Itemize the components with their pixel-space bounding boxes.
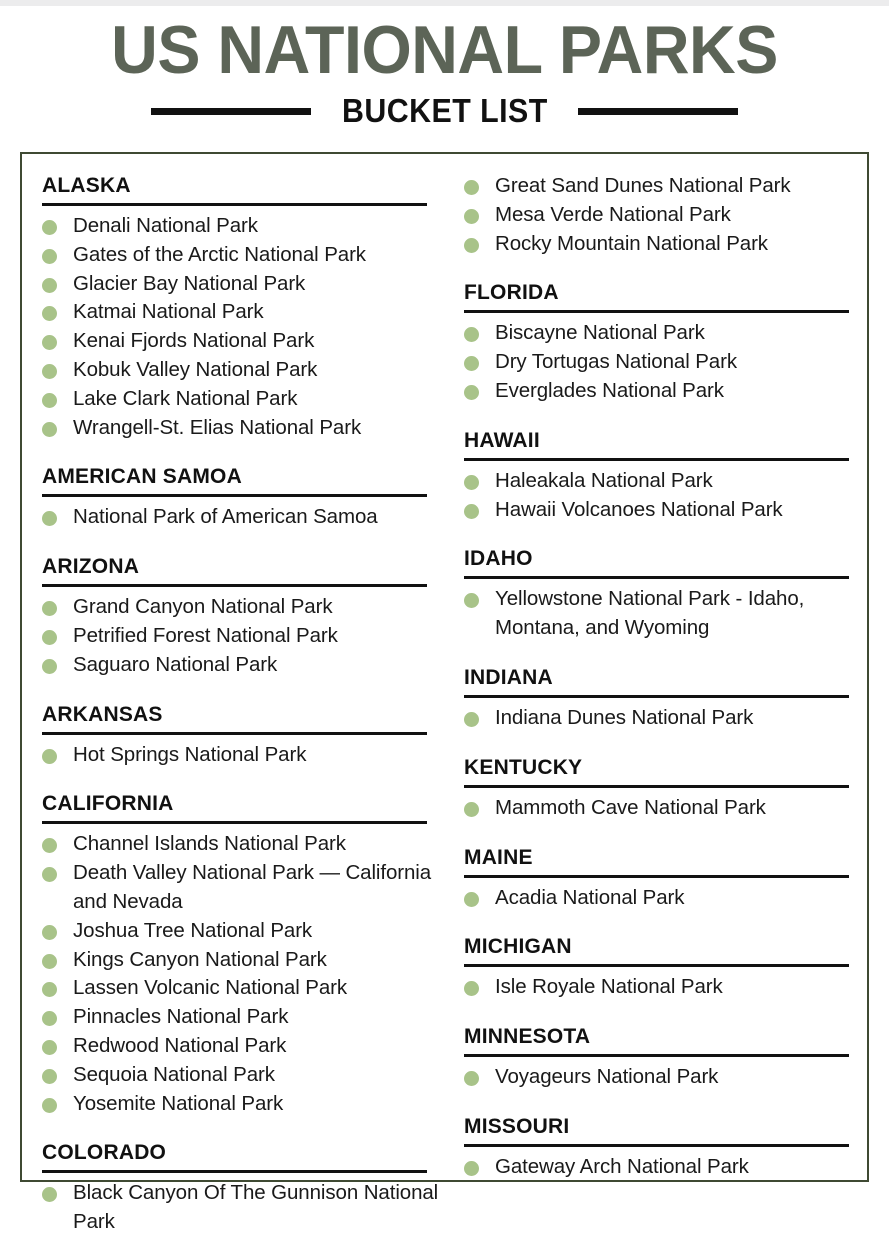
park-name: Indiana Dunes National Park xyxy=(495,705,754,729)
park-list-continued xyxy=(464,172,867,258)
park-list-item[interactable] xyxy=(464,585,867,643)
park-list-item[interactable] xyxy=(464,973,867,1002)
park-list xyxy=(464,884,867,913)
park-list xyxy=(42,503,446,532)
park-list xyxy=(464,1153,867,1182)
bullet-icon xyxy=(42,601,57,616)
bullet-icon xyxy=(464,892,479,907)
park-list xyxy=(464,585,867,643)
bullet-icon xyxy=(464,385,479,400)
bullet-icon xyxy=(42,1098,57,1113)
park-name: Hot Springs National Park xyxy=(73,742,307,766)
bullet-icon xyxy=(464,712,479,727)
state-section xyxy=(464,666,867,733)
park-list-item[interactable] xyxy=(464,704,867,733)
park-name: Everglades National Park xyxy=(495,378,724,402)
state-section xyxy=(464,935,867,1002)
park-name: Great Sand Dunes National Park xyxy=(495,174,791,197)
bullet-icon xyxy=(42,1040,57,1055)
park-list-item[interactable] xyxy=(464,348,867,377)
park-list-item[interactable] xyxy=(42,241,446,270)
park-name: Gates of the Arctic National Park xyxy=(73,242,366,266)
park-name: Redwood National Park xyxy=(73,1033,287,1057)
park-list-item[interactable] xyxy=(464,319,867,348)
park-list-item[interactable] xyxy=(464,1153,867,1182)
park-name: Kobuk Valley National Park xyxy=(73,357,318,381)
state-divider xyxy=(42,584,427,587)
park-name: Petrified Forest National Park xyxy=(73,623,338,647)
park-name: Grand Canyon National Park xyxy=(73,595,333,619)
park-list-item[interactable] xyxy=(42,859,446,917)
state-divider xyxy=(42,732,427,735)
park-name: Dry Tortugas National Park xyxy=(495,350,737,374)
park-name: Yosemite National Park xyxy=(73,1091,284,1115)
park-list-item[interactable] xyxy=(42,298,446,327)
state-divider xyxy=(464,1054,849,1057)
park-list-item[interactable] xyxy=(464,794,867,823)
bullet-icon xyxy=(42,925,57,940)
park-name: Biscayne National Park xyxy=(495,321,705,345)
park-list-item[interactable] xyxy=(42,1032,446,1061)
bullet-icon xyxy=(464,504,479,519)
park-name: Haleakala National Park xyxy=(495,468,713,492)
state-header: IDAHO xyxy=(464,547,533,571)
state-section xyxy=(42,555,446,679)
bullet-icon xyxy=(42,982,57,997)
state-section xyxy=(464,429,867,525)
bullet-icon xyxy=(42,1069,57,1084)
state-divider xyxy=(464,576,849,579)
park-list-item[interactable] xyxy=(42,946,446,975)
state-divider xyxy=(464,964,849,967)
park-list-item[interactable] xyxy=(464,230,867,259)
park-list-item[interactable] xyxy=(42,622,446,651)
bullet-icon xyxy=(42,749,57,764)
state-header: ALASKA xyxy=(42,174,131,197)
page-header xyxy=(0,6,889,146)
park-list-item[interactable] xyxy=(42,385,446,414)
bullet-icon xyxy=(42,306,57,321)
bullet-icon xyxy=(42,364,57,379)
park-list-item[interactable] xyxy=(464,884,867,913)
state-divider xyxy=(464,695,849,698)
state-section xyxy=(42,703,446,770)
bullet-icon xyxy=(42,1011,57,1026)
park-name: Acadia National Park xyxy=(495,885,685,909)
park-list-item[interactable] xyxy=(42,327,446,356)
state-divider xyxy=(464,875,849,878)
park-name: Death Valley National Park — California and Nevada xyxy=(73,861,432,913)
state-section xyxy=(464,756,867,823)
park-list-item[interactable] xyxy=(42,1179,446,1237)
park-name: Mammoth Cave National Park xyxy=(495,795,766,819)
park-list xyxy=(464,973,867,1002)
subtitle-rule-left xyxy=(151,108,311,115)
bullet-icon xyxy=(42,954,57,969)
park-list xyxy=(464,794,867,823)
list-columns xyxy=(22,154,867,1234)
park-name: Voyageurs National Park xyxy=(495,1065,719,1089)
park-list-item[interactable] xyxy=(42,1090,446,1119)
state-header: ARKANSAS xyxy=(42,702,163,726)
state-header: COLORADO xyxy=(42,1141,167,1165)
park-list-item[interactable] xyxy=(42,1061,446,1090)
bullet-icon xyxy=(464,327,479,342)
list-frame xyxy=(20,152,869,1234)
park-list-item[interactable] xyxy=(42,974,446,1003)
bullet-icon xyxy=(42,278,57,293)
park-list xyxy=(464,467,867,525)
state-header: FLORIDA xyxy=(464,281,559,305)
park-list-item[interactable] xyxy=(464,496,867,525)
state-divider xyxy=(464,1144,849,1147)
state-section xyxy=(464,1025,867,1092)
bullet-icon xyxy=(42,838,57,853)
park-list-item[interactable] xyxy=(42,593,446,622)
bullet-icon xyxy=(42,249,57,264)
park-list-item[interactable] xyxy=(464,467,867,496)
park-list-item[interactable] xyxy=(42,830,446,859)
park-name: Black Canyon Of The Gunnison National Park xyxy=(73,1181,439,1234)
park-list xyxy=(464,1063,867,1092)
state-header: INDIANA xyxy=(464,665,553,689)
bullet-icon xyxy=(42,630,57,645)
state-header: MINNESOTA xyxy=(464,1025,591,1049)
park-name: Saguaro National Park xyxy=(73,652,278,676)
state-header: CALIFORNIA xyxy=(42,792,174,816)
bullet-icon xyxy=(464,981,479,996)
park-list-item[interactable] xyxy=(42,651,446,680)
state-divider xyxy=(42,1170,427,1173)
bullet-icon xyxy=(464,356,479,371)
state-section xyxy=(42,792,446,1118)
state-header: ARIZONA xyxy=(42,555,140,579)
bullet-icon xyxy=(464,1071,479,1086)
page-subtitle: BUCKET LIST xyxy=(341,92,548,129)
state-section xyxy=(42,465,446,532)
bullet-icon xyxy=(42,335,57,350)
bullet-icon xyxy=(464,238,479,253)
state-header: MAINE xyxy=(464,845,533,869)
bullet-icon xyxy=(464,209,479,224)
state-section xyxy=(42,174,446,442)
state-divider xyxy=(464,458,849,461)
park-list xyxy=(42,830,446,1118)
park-name: Mesa Verde National Park xyxy=(495,202,731,226)
park-name: Pinnacles National Park xyxy=(73,1005,289,1029)
bullet-icon xyxy=(42,220,57,235)
park-name: Hawaii Volcanoes National Park xyxy=(495,497,783,521)
state-header: KENTUCKY xyxy=(464,755,583,779)
state-divider xyxy=(464,785,849,788)
state-divider xyxy=(42,821,427,824)
park-name: Wrangell-St. Elias National Park xyxy=(73,415,362,439)
state-section xyxy=(464,1115,867,1182)
park-list xyxy=(42,1179,446,1237)
bullet-icon xyxy=(464,180,479,195)
park-name: Kenai Fjords National Park xyxy=(73,329,315,353)
right-column xyxy=(446,154,867,1180)
park-name: Isle Royale National Park xyxy=(495,975,723,999)
park-list-item[interactable] xyxy=(42,1003,446,1032)
state-divider xyxy=(42,494,427,497)
subtitle-row xyxy=(0,94,889,128)
park-name: Katmai National Park xyxy=(73,300,264,324)
subtitle-rule-right xyxy=(578,108,738,115)
bullet-icon xyxy=(42,867,57,882)
park-list-item[interactable] xyxy=(42,917,446,946)
park-list-item[interactable] xyxy=(42,270,446,299)
bullet-icon xyxy=(42,659,57,674)
bullet-icon xyxy=(464,593,479,608)
bullet-icon xyxy=(42,1187,57,1202)
park-name: Yellowstone National Park - Idaho, Montana, and Wyoming xyxy=(495,587,805,640)
state-section xyxy=(464,846,867,913)
park-name: Lake Clark National Park xyxy=(73,386,298,410)
park-name: Denali National Park xyxy=(73,214,258,237)
park-list xyxy=(464,319,867,405)
bullet-icon xyxy=(464,1161,479,1176)
park-list-item[interactable] xyxy=(464,172,867,201)
park-name: Lassen Volcanic National Park xyxy=(73,976,348,1000)
park-name: Channel Islands National Park xyxy=(73,832,346,856)
state-section xyxy=(464,547,867,643)
park-list-item[interactable] xyxy=(464,201,867,230)
park-name: Glacier Bay National Park xyxy=(73,271,306,295)
bullet-icon xyxy=(42,511,57,526)
park-list xyxy=(42,212,446,442)
park-list-item[interactable] xyxy=(42,356,446,385)
park-list-item[interactable] xyxy=(464,1063,867,1092)
state-header: MISSOURI xyxy=(464,1114,570,1138)
page-title: US NATIONAL PARKS xyxy=(111,12,778,88)
park-list xyxy=(42,741,446,770)
bullet-icon xyxy=(464,475,479,490)
left-column xyxy=(22,154,446,1234)
state-section xyxy=(464,281,867,405)
park-list-item[interactable] xyxy=(464,377,867,406)
state-section xyxy=(42,1141,446,1237)
bullet-icon xyxy=(42,393,57,408)
bullet-icon xyxy=(42,422,57,437)
park-name: Rocky Mountain National Park xyxy=(495,231,768,255)
park-name: Joshua Tree National Park xyxy=(73,918,313,942)
park-list-item[interactable] xyxy=(42,503,446,532)
bullet-icon xyxy=(464,802,479,817)
park-list xyxy=(464,704,867,733)
park-name: Kings Canyon National Park xyxy=(73,947,327,971)
state-divider xyxy=(464,310,849,313)
state-divider xyxy=(42,203,427,206)
state-header: AMERICAN SAMOA xyxy=(42,465,242,489)
park-list-item[interactable] xyxy=(42,414,446,443)
park-name: National Park of American Samoa xyxy=(73,505,378,529)
park-name: Sequoia National Park xyxy=(73,1062,275,1086)
state-header: MICHIGAN xyxy=(464,935,572,959)
park-name: Gateway Arch National Park xyxy=(495,1154,749,1178)
park-list-item[interactable] xyxy=(42,741,446,770)
park-list xyxy=(42,593,446,679)
state-header: HAWAII xyxy=(464,428,540,452)
park-list-item[interactable] xyxy=(42,212,446,241)
